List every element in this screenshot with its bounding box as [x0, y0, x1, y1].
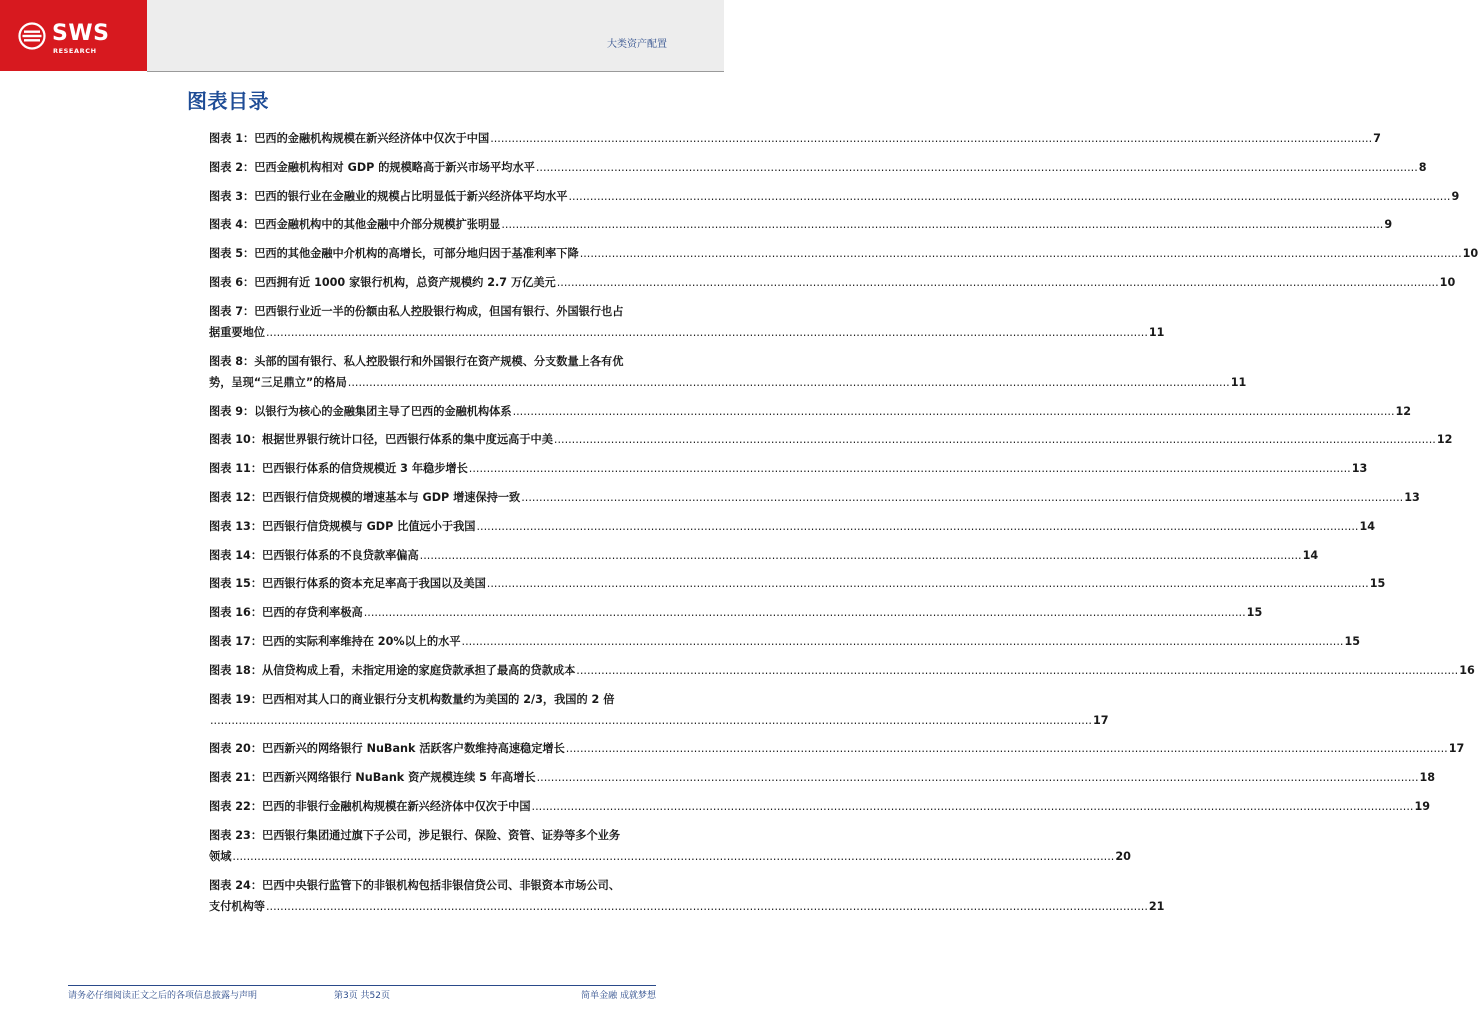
toc-leader-dots	[536, 157, 1418, 178]
header-band	[147, 0, 724, 71]
toc-entry-label: 图表 19：巴西相对其人口的商业银行分支机构数量约为美国的 2/3，我国的 2 倍	[209, 692, 615, 706]
toc-entry-continuation: 据重要地位	[209, 325, 265, 339]
toc-page-number: 15	[1344, 634, 1361, 648]
toc-leader-dots	[462, 631, 1344, 652]
toc-entry-row	[209, 128, 1381, 149]
toc-entry-label: 图表 4：巴西金融机构中的其他金融中介部分规模扩张明显	[209, 218, 501, 232]
toc-entry-label: 图表 13：巴西银行信贷规模与 GDP 比值远小于我国	[209, 519, 476, 533]
toc-entry-label: 图表 2：巴西金融机构相对 GDP 的规模略高于新兴市场平均水平	[209, 160, 535, 174]
table-of-figures	[209, 128, 1478, 925]
toc-leader-dots	[420, 545, 1302, 566]
toc-leader-dots	[532, 796, 1414, 817]
toc-entry-row	[209, 602, 1263, 623]
toc-leader-dots	[348, 372, 1230, 393]
toc-entry-continuation: 势，呈现“三足鼎立”的格局	[209, 375, 347, 389]
toc-leader-dots	[210, 710, 1092, 731]
toc-page-number: 10	[1439, 275, 1456, 289]
toc-entry-label: 图表 8：头部的国有银行、私人控股银行和外国银行在资产规模、分支数量上各有优	[209, 354, 624, 368]
toc-page-number: 17	[1448, 742, 1465, 756]
toc-entry-label: 图表 20：巴西新兴的网络银行 NuBank 活跃客户数维持高速稳定增长	[209, 742, 565, 756]
toc-leader-dots	[266, 896, 1148, 917]
toc-page-number: 10	[1462, 247, 1478, 261]
toc-entry[interactable]	[209, 351, 1247, 401]
toc-entry-label: 图表 10：根据世界银行统计口径，巴西银行体系的集中度远高于中美	[209, 433, 553, 447]
toc-entry-label: 图表 23：巴西银行集团通过旗下子公司，涉足银行、保险、资管、证券等多个业务	[209, 828, 621, 842]
toc-entry-row	[209, 516, 1376, 537]
toc-entry[interactable]	[209, 272, 1456, 301]
toc-leader-dots	[557, 272, 1439, 293]
toc-entry-row	[209, 272, 1456, 293]
toc-leader-dots	[501, 214, 1383, 235]
toc-entry-label: 图表 7：巴西银行业近一半的份额由私人控股银行构成，但国有银行、外国银行也占	[209, 304, 624, 318]
toc-entry[interactable]	[209, 128, 1381, 157]
toc-entry-label: 图表 21：巴西新兴网络银行 NuBank 资产规模连续 5 年高增长	[209, 771, 536, 785]
toc-page-number: 16	[1459, 663, 1475, 677]
footer-divider	[68, 985, 656, 986]
toc-entry-label: 图表 5：巴西的其他金融中介机构的高增长，可部分地归因于基准利率下降	[209, 247, 579, 261]
toc-entry[interactable]	[209, 243, 1478, 272]
toc-page-number: 9	[1451, 189, 1460, 203]
toc-entry-continuation: 领域	[209, 849, 232, 863]
toc-page-number: 12	[1395, 404, 1412, 418]
toc-entry[interactable]	[209, 214, 1393, 243]
toc-page-number: 9	[1384, 218, 1393, 232]
toc-entry[interactable]	[209, 401, 1412, 430]
toc-entry[interactable]	[209, 796, 1431, 825]
toc-page-number: 7	[1373, 132, 1381, 145]
toc-leader-dots	[521, 487, 1403, 508]
sws-logo-icon	[18, 22, 46, 50]
report-category: 大类资产配置	[607, 39, 667, 50]
toc-leader-dots	[569, 186, 1451, 207]
toc-leader-dots	[266, 322, 1148, 343]
toc-entry-label: 图表 6：巴西拥有近 1000 家银行机构，总资产规模约 2.7 万亿美元	[209, 275, 556, 289]
toc-entry[interactable]	[209, 602, 1263, 631]
toc-entry[interactable]	[209, 186, 1460, 215]
toc-entry-row	[209, 846, 1131, 867]
toc-entry-label: 图表 11：巴西银行体系的信贷规模近 3 年稳步增长	[209, 462, 468, 476]
toc-entry[interactable]	[209, 631, 1361, 660]
toc-entry-row	[209, 429, 1453, 450]
toc-leader-dots	[537, 767, 1419, 788]
toc-entry[interactable]	[209, 738, 1465, 767]
toc-entry-row	[209, 243, 1478, 264]
toc-page-number: 14	[1302, 548, 1319, 562]
toc-leader-dots	[554, 429, 1436, 450]
toc-entry[interactable]	[209, 545, 1319, 574]
toc-entry[interactable]	[209, 767, 1436, 796]
footer-disclaimer: 请务必仔细阅读正文之后的各项信息披露与声明	[68, 991, 258, 1001]
toc-entry[interactable]	[209, 301, 1165, 351]
toc-entry[interactable]	[209, 458, 1368, 487]
toc-entry-label: 图表 16：巴西的存贷利率极高	[209, 606, 363, 620]
page-title: 图表目录	[187, 89, 269, 113]
toc-entry-row	[209, 487, 1420, 508]
toc-entry[interactable]	[209, 573, 1386, 602]
toc-entry-label: 图表 24：巴西中央银行监管下的非银机构包括非银信贷公司、非银资本市场公司、	[209, 878, 621, 892]
toc-entry-row	[209, 896, 1165, 917]
toc-leader-dots	[469, 458, 1351, 479]
toc-leader-dots	[364, 602, 1246, 623]
toc-entry-row	[209, 767, 1436, 788]
toc-entry-row	[209, 660, 1475, 681]
toc-entry-row	[209, 322, 1165, 343]
toc-leader-dots	[566, 738, 1448, 759]
toc-entry-row	[209, 372, 1247, 393]
logo-subtext: RESEARCH	[53, 47, 97, 55]
toc-leader-dots	[232, 846, 1114, 867]
toc-page-number: 21	[1148, 899, 1165, 913]
toc-entry-continuation: 支付机构等	[209, 899, 265, 913]
toc-page-number: 15	[1369, 577, 1386, 591]
toc-page-number: 19	[1414, 800, 1431, 814]
toc-entry-row	[209, 573, 1386, 594]
toc-entry-row	[209, 157, 1427, 178]
toc-entry[interactable]	[209, 689, 1109, 739]
toc-entry-row	[209, 710, 1109, 731]
toc-entry[interactable]	[209, 660, 1475, 689]
toc-entry-label: 图表 18：从信贷构成上看，未指定用途的家庭贷款承担了最高的贷款成本	[209, 663, 576, 677]
toc-entry[interactable]	[209, 875, 1165, 925]
toc-entry-label: 图表 22：巴西的非银行金融机构规模在新兴经济体中仅次于中国	[209, 800, 531, 814]
toc-entry-row	[209, 738, 1465, 759]
toc-entry-label: 图表 14：巴西银行体系的不良贷款率偏高	[209, 548, 419, 562]
toc-leader-dots	[487, 573, 1369, 594]
toc-leader-dots	[580, 243, 1462, 264]
toc-entry-label: 图表 15：巴西银行体系的资本充足率高于我国以及美国	[209, 577, 486, 591]
toc-entry-label: 图表 12：巴西银行信贷规模的增速基本与 GDP 增速保持一致	[209, 490, 521, 504]
logo-block	[0, 0, 147, 71]
toc-entry-row	[209, 214, 1393, 235]
toc-page-number: 8	[1418, 160, 1427, 174]
toc-leader-dots	[576, 660, 1458, 681]
toc-page-number: 13	[1404, 490, 1420, 504]
toc-entry-row	[209, 458, 1368, 479]
toc-entry-label: 图表 3：巴西的银行业在金融业的规模占比明显低于新兴经济体平均水平	[209, 189, 568, 203]
toc-entry[interactable]	[209, 825, 1131, 875]
toc-leader-dots	[513, 401, 1395, 422]
toc-entry-row	[209, 796, 1431, 817]
toc-page-number: 20	[1115, 849, 1131, 863]
toc-entry[interactable]	[209, 157, 1427, 186]
header-divider	[147, 71, 724, 72]
toc-entry-row	[209, 545, 1319, 566]
toc-page-number: 12	[1436, 433, 1453, 447]
toc-page-number: 18	[1419, 771, 1436, 785]
toc-page-number: 13	[1351, 462, 1368, 476]
toc-page-number: 14	[1359, 519, 1376, 533]
toc-entry-row	[209, 186, 1460, 207]
toc-entry[interactable]	[209, 516, 1376, 545]
toc-leader-dots	[477, 516, 1359, 537]
toc-entry[interactable]	[209, 429, 1453, 458]
toc-entry-row	[209, 401, 1412, 422]
footer-slogan: 简单金融 成就梦想	[581, 991, 656, 1001]
toc-entry-label: 图表 1：巴西的金融机构规模在新兴经济体中仅次于中国	[209, 132, 490, 145]
toc-entry[interactable]	[209, 487, 1420, 516]
toc-entry-label: 图表 17：巴西的实际利率维持在 20%以上的水平	[209, 634, 461, 648]
toc-page-number: 11	[1230, 375, 1247, 389]
toc-page-number: 17	[1092, 713, 1109, 727]
toc-leader-dots	[490, 128, 1372, 149]
toc-entry-row	[209, 631, 1361, 652]
footer-page-number: 第3页 共52页	[333, 991, 391, 1001]
toc-page-number: 15	[1246, 606, 1263, 620]
logo-text: SWS	[52, 21, 110, 46]
toc-entry-label: 图表 9：以银行为核心的金融集团主导了巴西的金融机构体系	[209, 404, 512, 418]
toc-page-number: 11	[1148, 325, 1165, 339]
